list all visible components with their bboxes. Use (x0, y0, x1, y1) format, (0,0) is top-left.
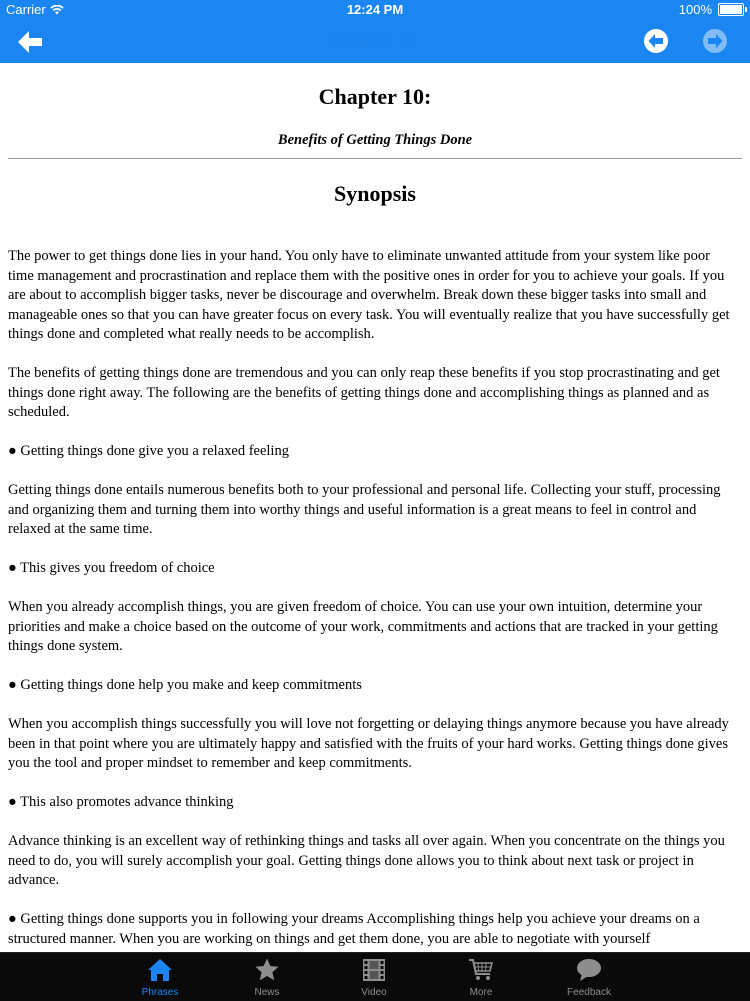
nav-title: Chapter 10 (332, 31, 418, 50)
circle-arrow-left-icon[interactable] (643, 28, 669, 54)
chapter-subtitle: Benefits of Getting Things Done (277, 132, 473, 148)
battery-percent: 100% (678, 2, 712, 17)
paragraph: When you already accomplish things, you are given freedom of choice. You can use your own intuition, determine your priorities and make a choice based on the outcome of your work, commitments and actions that are tracked in your getting things done system. (8, 599, 718, 654)
status-bar (0, 0, 750, 20)
chapter-title: Chapter 10: (318, 84, 432, 109)
paragraph: Getting things done entails numerous benefits both to your professional and personal life. Collecting your stuff, processing and organizing them and turning them into worthy things and useful information is a great means to feel in control and relaxed at the same time. (8, 482, 721, 537)
tab-label: Phrases (141, 987, 179, 998)
bullet-heading: ● Getting things done help you make and keep commitments (8, 677, 362, 693)
chapter-content[interactable] (0, 63, 750, 952)
tab-phrases[interactable] (120, 953, 200, 1001)
tab-label: News (254, 987, 280, 998)
bullet-heading: ● This also promotes advance thinking (8, 794, 234, 810)
body-text (8, 247, 738, 952)
circle-arrow-right-icon[interactable] (702, 28, 728, 54)
status-right (679, 2, 744, 17)
tab-label: Video (361, 987, 387, 998)
film-icon (361, 957, 387, 983)
paragraph: The benefits of getting things done are tremendous and you can only reap these benefits if you stop procrastinating and get things done right away. The following are the benefits of getting things done and accomplishing things as planned and as scheduled. (8, 365, 720, 420)
bullet-heading: ● Getting things done give you a relaxed feeling (8, 443, 289, 459)
paragraph: When you accomplish things successfully you will love not forgetting or delaying things anymore because you have already been in that point where you are ultimately happy and satisfied with the fruits of your hard works. Getting things done gives you the tool and proper mindset to remember and keep commitments. (8, 716, 729, 771)
paragraph: The power to get things done lies in your hand. You only have to eliminate unwanted attitude from your system like poor time management and procrastination and replace them with the positive ones in order for you to achieve your goals. If you are about to accomplish bigger tasks, never be discourage and overwhelm. Break down these bigger tasks into small and manageable ones so that you can have greater focus on every task. You will eventually realize that you have successfully get things done and completed what really needs to be accomplish. (8, 248, 730, 342)
tab-video[interactable] (334, 953, 414, 1001)
chat-bubble-icon (576, 957, 602, 983)
tab-feedback[interactable] (549, 953, 629, 1001)
battery-icon (718, 3, 744, 16)
cart-icon (468, 957, 494, 983)
tab-label: Feedback (567, 987, 611, 998)
bullet-heading: ● Getting things done supports you in following your dreams Accomplishing things help you achieve your dreams on a structured manner. When you are working on things and get them done, you are able to negotiate with yourself (8, 911, 700, 947)
home-icon (147, 957, 173, 983)
carrier-label: Carrier (6, 2, 46, 17)
tab-bar (0, 952, 750, 1001)
navigation-bar (0, 20, 750, 63)
status-time: 12:24 PM (346, 2, 404, 17)
star-icon (254, 957, 280, 983)
tab-news[interactable] (227, 953, 307, 1001)
divider (8, 158, 742, 159)
tab-more[interactable] (441, 953, 521, 1001)
tab-label: More (469, 987, 493, 998)
paragraph: Advance thinking is an excellent way of rethinking things and tasks all over again. When you concentrate on the things you need to do, you will surely accomplish your goal. Getting things done allows you to think about next task or project in advance. (8, 833, 725, 888)
synopsis-heading: Synopsis (334, 181, 416, 206)
bullet-heading: ● This gives you freedom of choice (8, 560, 215, 576)
